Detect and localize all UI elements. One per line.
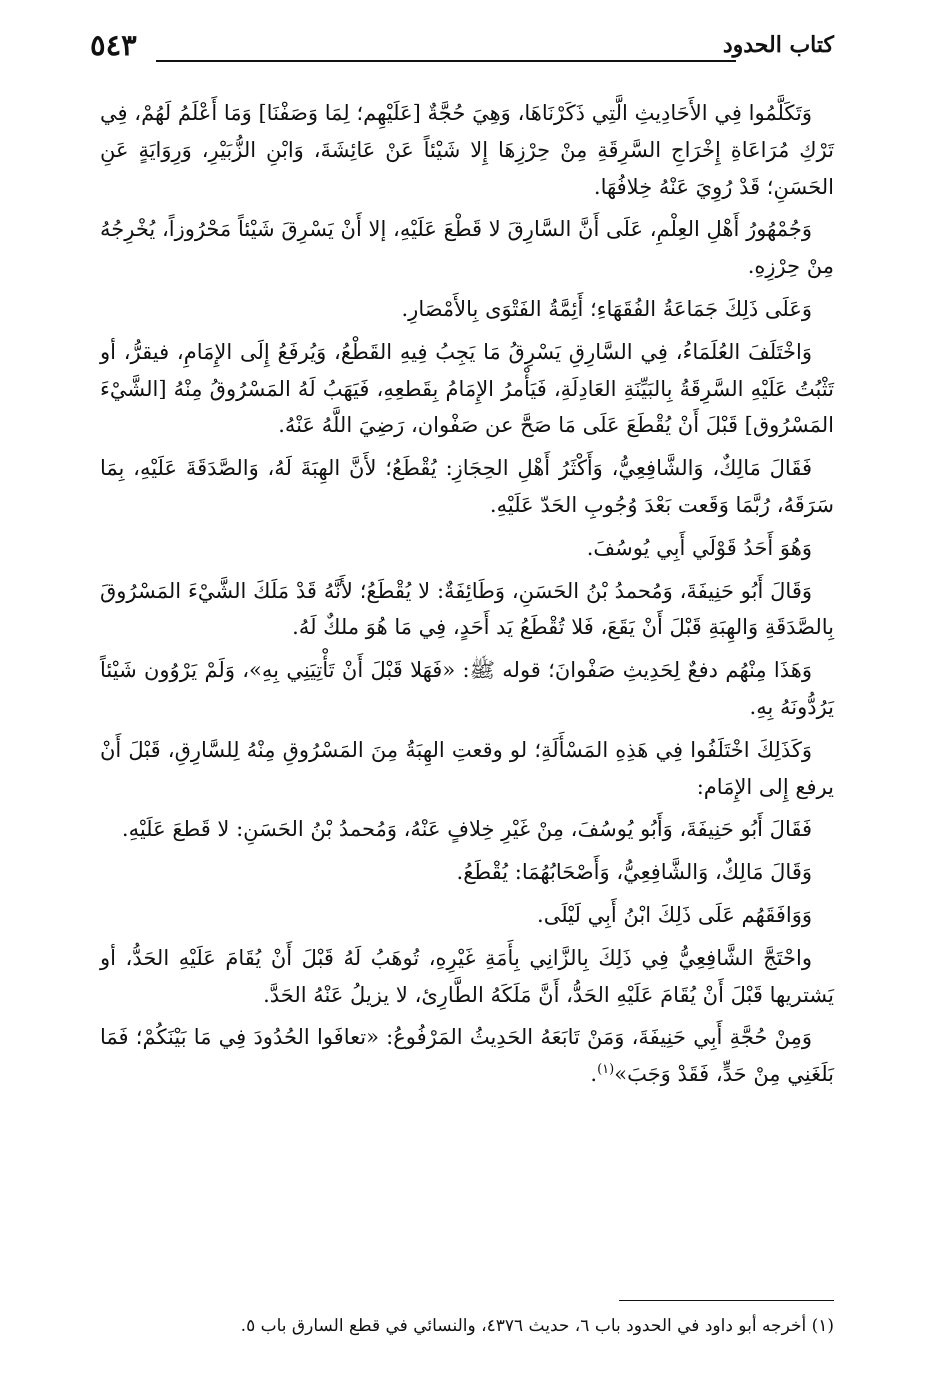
paragraph: وَهُوَ أَحَدُ قَوْلَي أَبِي يُوسُفَ. — [586, 535, 812, 560]
paragraph: وَوَافَقَهُم عَلَى ذَلِكَ ابْنُ أَبِي لَيْلَى. — [537, 902, 812, 927]
paragraph: وَتَكَلَّمُوا فِي الأَحَادِيثِ الَّتِي ذَكَرْنَاهَا، وَهِيَ حُجَّةٌ [عَلَيْهِم؛ لِمَا وَصَفْنَا] وَمَا أَعْلَمُ لَهُمْ، فِي تَرْكِ مُرَاعَاةِ إِخْرَاجِ السَّرِقَةِ مِنْ حِرْزِهَا إِلا شَيْئاً عَنْ عَائِشَةَ، وَابْنِ الزُّبَيْرِ، وَرِوَايَةٍ عَنِ الحَسَنِ؛ قَدْ رُوِيَ عَنْهُ خِلافُهَا. — [100, 101, 834, 199]
paragraph: فَقَالَ مَالِكٌ، وَالشَّافِعِيُّ، وَأَكْثَرُ أَهْلِ الحِجَازِ: يُقْطَعُ؛ لأَنَّ الهِبَةَ لَهُ، وَالصَّدَقَةَ عَلَيْهِ، بِمَا سَرَقَهُ، رُبَّمَا وَقَعت بَعْدَ وُجُوبِ الحَدّ عَلَيْهِ. — [100, 456, 834, 517]
book-title: كتاب الحدود — [722, 32, 834, 58]
paragraph: وَجُمْهُورُ أَهْلِ العِلْمِ، عَلَى أَنَّ السَّارِقَ لا قَطْعَ عَلَيْهِ، إلا أَنْ يَسْرِقَ شَيْئاً مَحْرُوزاً، يُخْرِجُهُ مِنْ حِرْزِهِ. — [100, 217, 834, 279]
paragraph: وَقَالَ مَالِكٌ، وَالشَّافِعِيُّ، وَأَصْحَابُهُمَا: يُقْطَعُ. — [456, 860, 812, 885]
footnote-separator — [619, 1300, 834, 1301]
main-text — [100, 95, 834, 1099]
running-header — [90, 28, 834, 74]
paragraph: فَقَالَ أَبُو حَنِيفَةَ، وَأَبُو يُوسُفَ، مِنْ غَيْرِ خِلافٍ عَنْهُ، وَمُحمدُ بْنُ الحَسَنِ: لا قَطعَ عَلَيْهِ. — [121, 817, 812, 842]
paragraph: وَهَذَا مِنْهُم دفعٌ لِحَدِيثِ صَفْوانَ؛ قوله ﷺ: «فَهَلا قَبْلَ أَنْ تَأْتِيَنِي بِهِ»، وَلَمْ يَرْوُون شَيْئاً يَرُدُّونَهُ بِهِ. — [100, 658, 834, 719]
paragraph: واحْتَجَّ الشَّافِعِيُّ فِي ذَلِكَ بِالزَّانِي بِأَمَةِ غَيْرِهِ، تُوهَبُ لَهُ قَبْلَ أَنْ يُقَامَ عَلَيْهِ الحَدُّ، أو يَشتريها قَبْلَ أَنْ يُقَامَ عَلَيْهِ الحَدُّ، أَنَّ مَلَكَهُ الطَّارِئ، لا يزيلُ عَنْهُ الحَدَّ. — [100, 945, 834, 1007]
paragraph-with-footnote: وَمِنْ حُجَّةِ أَبِي حَنِيفَةَ، وَمَنْ تَابَعَهُ الحَدِيثُ المَرْفُوعُ: «تعافَوا الحُدُودَ فِي مَا بَيْنَكُمْ؛ فَمَا بَلَغَنِي مِنْ حَدٍّ، فَقَدْ وَجَبَ»$^{(١)}$. — [100, 1025, 834, 1087]
paragraph: وَعَلَى ذَلِكَ جَمَاعَةُ الفُقَهَاءِ؛ أَئِمَّةُ الفَتْوَى بِالأَمْصَارِ. — [401, 296, 812, 321]
footnote-reference: (١) — [597, 1062, 615, 1078]
footnote: (١) أخرجه أبو داود في الحدود باب ٦، حديث ٤٣٧٦، والنسائي في قطع السارق باب ٥. — [240, 1316, 834, 1336]
paragraph: وَكَذَلِكَ اخْتَلَفُوا فِي هَذِهِ المَسْأَلَةِ؛ لو وقعتِ الهِبَةُ مِنَ المَسْرُوقِ مِنْهُ لِلسَّارِقِ، قَبْلَ أَنْ يرفع إِلى الإِمَام: — [100, 737, 834, 799]
paragraph: وَاخْتَلَفَ العُلَمَاءُ، فِي السَّارِقِ يَسْرِقُ مَا يَجِبُ فِيهِ القَطْعُ، وَيُرفَعُ إِلَى الإِمَامِ، فيقرُّ، أو تَثْبُتُ عَلَيْهِ السَّرِقَةُ بِالبَيِّنَةِ العَادِلَةِ، فَيَأْمرُ الإِمَامُ بِقَطعِهِ، فَيَهَبُ لَهُ المَسْرُوقُ مِنْهُ [الشَّيْءَ المَسْرُوق] قَبْلَ أَنْ يُقْطَعَ عَلَى مَا صَحَّ عن صَفْوان، رَضِيَ اللَّهُ عَنْهُ. — [100, 339, 834, 438]
page-number: ٥٤٣ — [90, 28, 137, 62]
header-rule — [156, 60, 736, 62]
paragraph: وَقَالَ أَبُو حَنِيفَةَ، وَمُحمدُ بْنُ الحَسَنِ، وَطَائِفَةٌ: لا يُقْطَعُ؛ لأَنَّهُ قَدْ مَلَكَ الشَّيْءَ المَسْرُوقَ بِالصَّدَقَةِ وَالهِبَةِ قَبْلَ أَنْ يَقَعَ، فَلا تُقْطَعُ يَد أَحَدٍ، فِي مَا هُوَ ملكٌ لَهُ. — [100, 578, 834, 640]
paragraph-text: وَمِنْ حُجَّةِ أَبِي حَنِيفَةَ، وَمَنْ تَابَعَهُ الحَدِيثُ المَرْفُوعُ: «تعافَوا الحُدُودَ فِي مَا بَيْنَكُمْ؛ فَمَا بَلَغَنِي مِنْ حَدٍّ، فَقَدْ وَجَبَ» — [100, 1025, 834, 1087]
